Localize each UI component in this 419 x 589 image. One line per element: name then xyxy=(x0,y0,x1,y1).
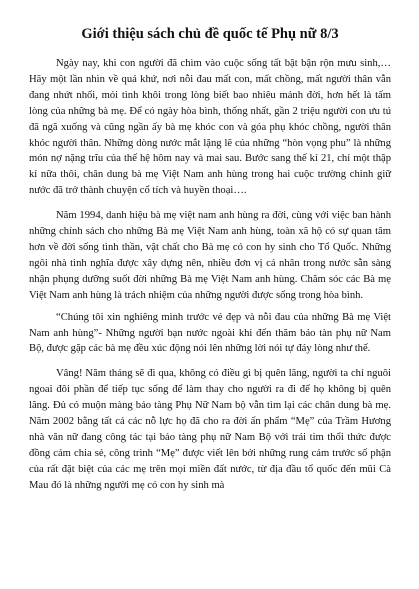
paragraph-4: Vâng! Năm tháng sẽ đi qua, không có điều gì bị quên lãng, người ta chỉ nguôi ngoai đôi phần để tiếp tục sống để làm thay cho người ra đi để họ không bị quên lãng. Đủ có muộn màng bảo tàng Phụ Nữ Nam bộ vẫn tìm lại các chân dung bà mẹ. Năm 2002 bằng tất cả các nỗ lực họ đã cho ra đời ấn phẩm “Mẹ” của Trầm Hương nhà văn nữ đang công tác tại bảo tàng phụ nữ Nam Bộ với trái tim thổi thức được đồng cảm chia sẻ, công trình “Mẹ” được viết lên bởi những rung cảm trước số phận của rất đặt biệt của các mẹ trên mọi miền đất nước, từ địa đầu tổ quốc đến mũi Cà Mau đó là những người mẹ có con hy sinh mà xyxy=(29,368,391,491)
paragraph-1: Ngày nay, khi con người đã chìm vào cuộc sống tất bật bận rộn mưu sinh,…Hãy một lần nhìn về quá khứ, nơi nỗi đau mất con, mất chồng, mất người thân vẫn đang nhứt nhối, mỏi tình khôi trong lòng biết bao nhiêu mảnh đời, hơn hết là tấm lòng của những bà mẹ. Để có ngày hòa bình, thống nhất, gần 2 triệu người con ưu tú đã ngã xuống và cũng ngần ấy bà mẹ khóc con và góa phụ khóc chồng, người thân khóc người thân. Những dòng nước mắt lặng lẽ của những “hòn vọng phu” là những món nợ nặng trĩu của thế hệ hôm nay và mai sau. Bước sang thế kỉ 21, chỉ một thập kỉ nữa thôi, chân dung bà mẹ Việt Nam anh hùng trong hai cuộc trường chinh giữ nước đã trở thành chuyện cổ tích và huyền thoại…. xyxy=(29,58,391,197)
paragraph-2: Năm 1994, danh hiệu bà mẹ việt nam anh hùng ra đời, cùng với việc ban hành những chính sách cho những Bà mẹ Việt Nam anh hùng, toàn xã hộ có sự quan tâm hơn về đời sống tình thần, vật chất cho Bà mẹ có con hy sinh cho Tổ Quốc. Những ngôi nhà tình nghĩa được xây dựng nên, nhiều đơn vị cá nhân trong nước sẵn sàng nhận phụng dưỡng suốt đời những Bà mẹ Việt Nam anh hùng. Chăm sóc các Bà mẹ Việt Nam anh hùng là trách nhiệm của những người được sống trong hòa bình. xyxy=(29,210,391,301)
paragraph-3: “Chúng tôi xin nghiêng mình trước vẻ đẹp và nỗi đau của những Bà mẹ Việt Nam anh hùng”- Những người bạn nước ngoài khi đến thăm bảo tàn phụ nữ Nam Bộ, được gặp các bà mẹ đều xúc động nói lên những lời nói tự đáy lòng như thế. xyxy=(29,311,391,355)
document-title: Giới thiệu sách chủ đề quốc tế Phụ nữ 8/3 xyxy=(81,26,339,42)
